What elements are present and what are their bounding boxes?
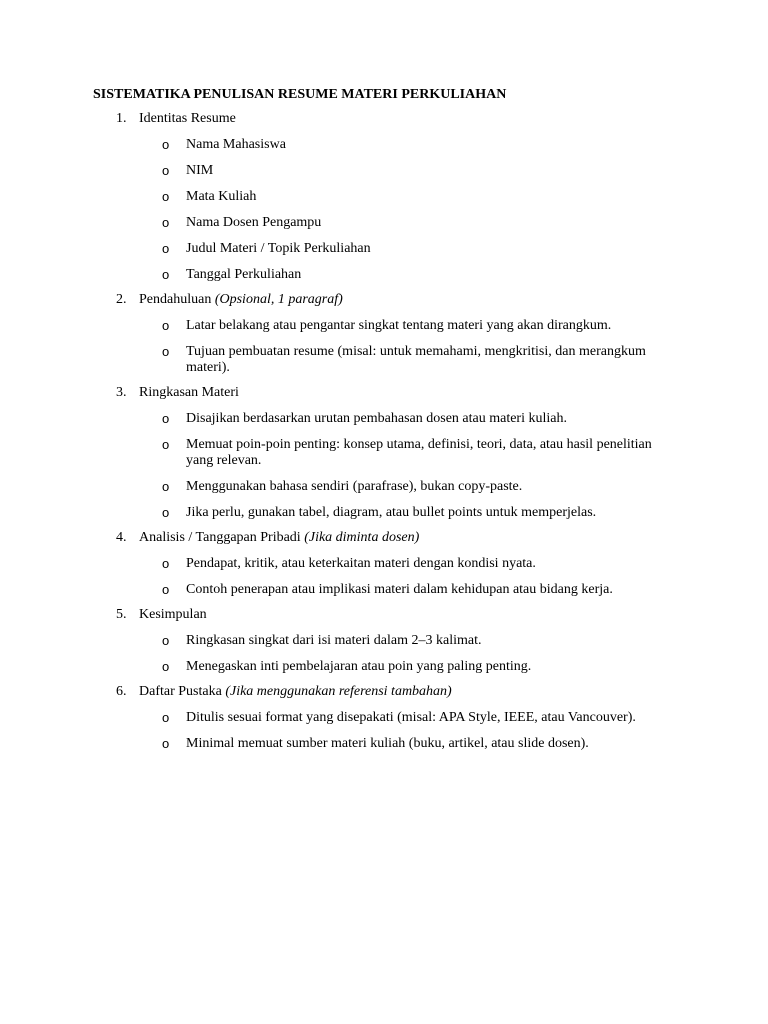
list-item <box>0 318 768 334</box>
section-heading <box>139 530 419 546</box>
list-item-text: Ringkasan singkat dari isi materi dalam 2–3 kalimat. <box>186 633 482 648</box>
bullet-marker: o <box>162 137 170 152</box>
bullet-marker: o <box>162 318 170 333</box>
list-item <box>0 710 768 726</box>
list-item-text: Judul Materi / Topik Perkuliahan <box>186 241 371 256</box>
list-item-text: Minimal memuat sumber materi kuliah (buku, artikel, atau slide dosen). <box>186 736 589 751</box>
bullet-marker: o <box>162 710 170 725</box>
section-label: Kesimpulan <box>139 607 207 622</box>
section-heading <box>139 292 343 308</box>
section-number: 6. <box>116 684 127 699</box>
list-item <box>0 505 768 521</box>
section-label: Daftar Pustaka <box>139 684 222 699</box>
section-number: 5. <box>116 607 127 622</box>
list-item <box>0 556 768 572</box>
section-item <box>0 385 768 521</box>
list-item-text: Nama Dosen Pengampu <box>186 215 322 230</box>
section-list <box>0 111 768 761</box>
section-heading <box>139 385 239 401</box>
section-label: Analisis / Tanggapan Pribadi <box>139 530 301 545</box>
subitem-list <box>0 137 768 283</box>
bullet-marker: o <box>162 437 170 452</box>
list-item <box>0 344 768 376</box>
section-number: 3. <box>116 385 127 400</box>
section-heading <box>139 607 207 623</box>
section-note: (Opsional, 1 paragraf) <box>211 292 343 307</box>
section-label: Pendahuluan <box>139 292 212 307</box>
subitem-list <box>0 633 768 675</box>
section-label: Ringkasan Materi <box>139 385 239 400</box>
section-item <box>0 607 768 675</box>
bullet-marker: o <box>162 344 170 359</box>
list-item-text: Menegaskan inti pembelajaran atau poin yang paling penting. <box>186 659 532 674</box>
section-heading <box>139 684 452 700</box>
bullet-marker: o <box>162 163 170 178</box>
bullet-marker: o <box>162 659 170 674</box>
section-item <box>0 684 768 752</box>
list-item <box>0 437 768 469</box>
section-item <box>0 530 768 598</box>
list-item <box>0 479 768 495</box>
section-number: 4. <box>116 530 127 545</box>
list-item-text: Pendapat, kritik, atau keterkaitan materi dengan kondisi nyata. <box>186 556 536 571</box>
bullet-marker: o <box>162 267 170 282</box>
list-item <box>0 163 768 179</box>
section-item <box>0 111 768 283</box>
bullet-marker: o <box>162 241 170 256</box>
list-item <box>0 736 768 752</box>
bullet-marker: o <box>162 736 170 751</box>
list-item-text: Disajikan berdasarkan urutan pembahasan dosen atau materi kuliah. <box>186 411 567 426</box>
section-item <box>0 292 768 376</box>
bullet-marker: o <box>162 189 170 204</box>
list-item <box>0 189 768 205</box>
list-item-text: Contoh penerapan atau implikasi materi dalam kehidupan atau bidang kerja. <box>186 582 613 597</box>
section-number: 1. <box>116 111 127 126</box>
section-note: (Jika diminta dosen) <box>300 530 420 545</box>
list-item <box>0 267 768 283</box>
list-item-text: Latar belakang atau pengantar singkat tentang materi yang akan dirangkum. <box>186 318 612 333</box>
list-item-text: Tujuan pembuatan resume (misal: untuk memahami, mengkritisi, dan merangkum materi). <box>186 344 646 375</box>
list-item <box>0 411 768 427</box>
list-item <box>0 659 768 675</box>
bullet-marker: o <box>162 215 170 230</box>
list-item-text: Nama Mahasiswa <box>186 137 286 152</box>
bullet-marker: o <box>162 633 170 648</box>
section-heading <box>139 111 236 127</box>
bullet-marker: o <box>162 582 170 597</box>
section-label: Identitas Resume <box>139 111 236 126</box>
list-item <box>0 633 768 649</box>
list-item-text: Jika perlu, gunakan tabel, diagram, atau bullet points untuk memperjelas. <box>186 505 597 520</box>
bullet-marker: o <box>162 411 170 426</box>
subitem-list <box>0 556 768 598</box>
list-item <box>0 241 768 257</box>
section-number: 2. <box>116 292 127 307</box>
bullet-marker: o <box>162 479 170 494</box>
list-item-text: Ditulis sesuai format yang disepakati (misal: APA Style, IEEE, atau Vancouver). <box>186 710 636 725</box>
subitem-list <box>0 710 768 752</box>
bullet-marker: o <box>162 556 170 571</box>
list-item-text: Menggunakan bahasa sendiri (parafrase), bukan copy-paste. <box>186 479 523 494</box>
list-item <box>0 137 768 153</box>
list-item-text: NIM <box>186 163 214 178</box>
document-title: SISTEMATIKA PENULISAN RESUME MATERI PERKULIAHAN <box>93 87 507 102</box>
list-item-text: Memuat poin-poin penting: konsep utama, definisi, teori, data, atau hasil penelitian yang relevan. <box>186 437 652 468</box>
subitem-list <box>0 318 768 376</box>
subitem-list <box>0 411 768 521</box>
list-item <box>0 215 768 231</box>
list-item <box>0 582 768 598</box>
list-item-text: Tanggal Perkuliahan <box>186 267 302 282</box>
section-note: (Jika menggunakan referensi tambahan) <box>221 684 452 699</box>
bullet-marker: o <box>162 505 170 520</box>
list-item-text: Mata Kuliah <box>186 189 257 204</box>
